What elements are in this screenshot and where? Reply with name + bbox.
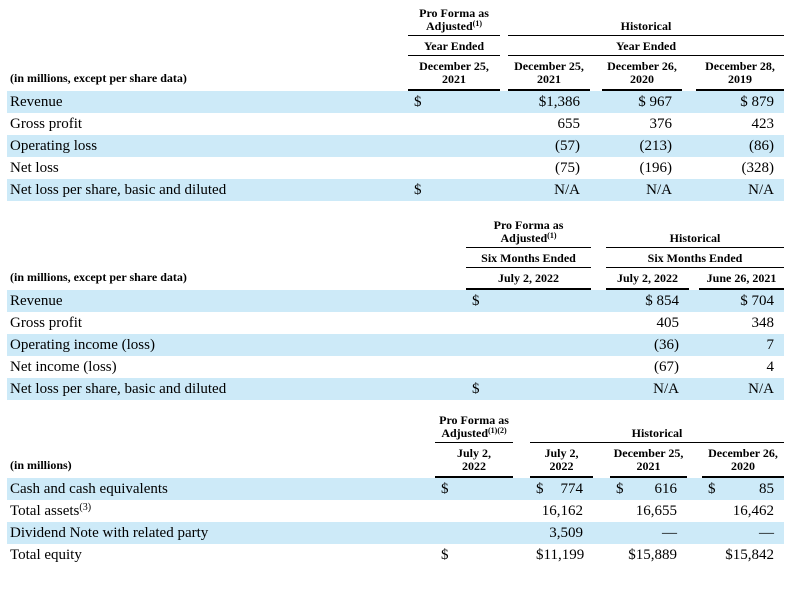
table-row xyxy=(7,334,784,356)
cell-value: (67) xyxy=(654,358,679,375)
row-label-text: Operating loss xyxy=(10,137,98,154)
row-label-text: Total assets xyxy=(10,502,80,519)
date-line1: December 25, xyxy=(419,59,489,73)
date-line2: 2020 xyxy=(731,459,755,473)
date-line2: 2022 xyxy=(462,459,486,473)
cell-value: (196) xyxy=(639,159,672,176)
period-header-row xyxy=(7,36,784,56)
date-line1: July 2, xyxy=(544,446,579,460)
row-label xyxy=(7,337,466,354)
historical-group-header: Historical xyxy=(508,20,784,36)
cell-proforma xyxy=(408,94,500,111)
cell-value: 3,509 xyxy=(549,524,583,541)
cell-historical-2 xyxy=(699,315,784,332)
cell-value: — xyxy=(662,524,677,541)
cell-historical-1 xyxy=(606,337,689,354)
cell-value: N/A xyxy=(554,181,580,198)
column-header-date xyxy=(602,60,682,91)
cell-historical-3 xyxy=(702,503,784,520)
proforma-group-header xyxy=(466,219,591,248)
group-header-row xyxy=(7,219,784,248)
column-header-date xyxy=(508,60,590,91)
cell-historical-2 xyxy=(602,182,682,199)
cell-historical-1 xyxy=(508,182,590,199)
row-label xyxy=(7,182,408,199)
table-row xyxy=(7,179,784,201)
cell-historical-3 xyxy=(702,481,784,498)
cell-value: 376 xyxy=(649,115,672,132)
cell-value: $ 704 xyxy=(740,292,774,309)
row-label xyxy=(7,503,435,520)
balance-sheet-table xyxy=(0,414,793,566)
date-line2: 2021 xyxy=(537,72,561,86)
cell-historical-2 xyxy=(699,359,784,376)
proforma-title-line1: Pro Forma as xyxy=(419,6,489,20)
date-line1: July 2, 2022 xyxy=(616,271,678,285)
proforma-group-header xyxy=(435,414,513,443)
cell-historical-2 xyxy=(699,293,784,310)
table-body xyxy=(7,478,784,566)
cell-historical-1 xyxy=(606,293,689,310)
date-line2: 2019 xyxy=(728,72,752,86)
cell-historical-1 xyxy=(508,138,590,155)
currency-symbol: $ xyxy=(616,480,624,497)
date-line1: December 25, xyxy=(613,446,684,460)
cell-historical-2 xyxy=(610,525,687,542)
proforma-title-line2 xyxy=(408,20,500,33)
table-row xyxy=(7,290,784,312)
row-label xyxy=(7,293,466,310)
cell-historical-1 xyxy=(606,315,689,332)
row-header-label: (in millions) xyxy=(10,458,72,472)
date-line1: December 25, xyxy=(514,59,584,73)
cell-proforma xyxy=(466,381,591,398)
currency-symbol: $ xyxy=(536,480,544,497)
row-header-label: (in millions, except per share data) xyxy=(10,71,187,85)
table-row xyxy=(7,135,784,157)
currency-symbol: $ xyxy=(472,380,480,397)
cell-historical-3 xyxy=(702,547,784,564)
cell-value: (36) xyxy=(654,336,679,353)
column-header-date xyxy=(530,447,593,478)
footnote-ref: (3) xyxy=(79,501,92,513)
column-header-date xyxy=(699,272,784,290)
cell-value: $1,386 xyxy=(538,93,580,110)
currency-symbol: $ xyxy=(441,546,449,563)
cell-value: $15,842 xyxy=(725,546,774,563)
cell-historical-1 xyxy=(530,503,593,520)
row-label-text: Net income (loss) xyxy=(10,358,117,375)
cell-historical-1 xyxy=(606,359,689,376)
currency-symbol: $ xyxy=(414,93,422,110)
date-line2: 2021 xyxy=(636,459,661,473)
period-header-row xyxy=(7,248,784,268)
proforma-title-line1: Pro Forma as xyxy=(493,218,564,232)
date-line2: 2021 xyxy=(442,72,466,86)
cell-historical-2 xyxy=(610,547,687,564)
cell-value: 7 xyxy=(766,336,774,353)
cell-value: (57) xyxy=(555,137,580,154)
cell-historical-2 xyxy=(699,381,784,398)
historical-group-header: Historical xyxy=(530,427,784,443)
column-header-date xyxy=(696,60,784,91)
row-label xyxy=(7,525,435,542)
cell-historical-2 xyxy=(602,160,682,177)
currency-symbol: $ xyxy=(441,480,449,497)
row-label xyxy=(7,116,408,133)
cell-value: 348 xyxy=(751,314,774,331)
row-header-label: (in millions, except per share data) xyxy=(10,270,187,284)
cell-proforma xyxy=(435,481,513,498)
cell-value: 16,162 xyxy=(541,502,583,519)
column-header-date xyxy=(702,447,784,478)
currency-symbol: $ xyxy=(414,181,422,198)
proforma-title-text: Adjusted xyxy=(425,19,473,33)
cell-proforma xyxy=(408,182,500,199)
cell-value: 774 xyxy=(560,480,583,497)
row-label xyxy=(7,94,408,111)
cell-historical-2 xyxy=(610,503,687,520)
column-header-proforma-date xyxy=(466,272,591,290)
table-row xyxy=(7,113,784,135)
date-line1: December 26, xyxy=(607,59,677,73)
date-line1: December 28, xyxy=(705,59,775,73)
cell-value: $ 879 xyxy=(740,93,774,110)
row-label-text: Gross profit xyxy=(10,115,83,132)
cell-historical-1 xyxy=(530,547,593,564)
proforma-period-header: Year Ended xyxy=(408,40,500,56)
table-row xyxy=(7,478,784,500)
cell-historical-2 xyxy=(602,138,682,155)
date-header-row xyxy=(7,268,784,290)
cell-value: N/A xyxy=(748,181,774,198)
date-line1: June 26, 2021 xyxy=(706,271,777,285)
footnote-ref: (1)(2) xyxy=(488,426,507,435)
cell-value: 405 xyxy=(656,314,679,331)
row-label-text: Dividend Note with related party xyxy=(10,524,209,541)
row-label-text: Net loss per share, basic and diluted xyxy=(10,380,227,397)
historical-period-header: Six Months Ended xyxy=(606,252,784,268)
row-label-text: Total equity xyxy=(10,546,82,563)
proforma-title-text: Adjusted xyxy=(500,231,548,245)
currency-symbol: $ xyxy=(708,480,716,497)
date-header-row xyxy=(7,56,784,91)
row-label xyxy=(7,359,466,376)
row-label xyxy=(7,315,466,332)
row-label-text: Revenue xyxy=(10,292,63,309)
group-header-row xyxy=(7,414,784,443)
cell-historical-3 xyxy=(696,182,784,199)
footnote-ref: (1) xyxy=(547,231,557,240)
row-label-text: Revenue xyxy=(10,93,63,110)
row-label xyxy=(7,160,408,177)
cell-value: $15,889 xyxy=(628,546,677,563)
proforma-title-line1: Pro Forma as xyxy=(439,413,509,427)
cell-value: $ 967 xyxy=(638,93,672,110)
cell-historical-3 xyxy=(696,116,784,133)
annual-results-table xyxy=(0,7,793,201)
cell-historical-3 xyxy=(696,94,784,111)
footnote-ref: (1) xyxy=(472,19,482,28)
cell-value: N/A xyxy=(653,380,679,397)
row-label-text: Cash and cash equivalents xyxy=(10,480,168,497)
group-header-row xyxy=(7,7,784,36)
row-label xyxy=(7,547,435,564)
cell-value: 4 xyxy=(766,358,774,375)
cell-historical-3 xyxy=(696,138,784,155)
row-label-text: Net loss per share, basic and diluted xyxy=(10,181,227,198)
cell-value: $11,199 xyxy=(536,546,585,563)
row-label-text: Operating income (loss) xyxy=(10,336,155,353)
table-row xyxy=(7,522,784,544)
cell-historical-1 xyxy=(508,116,590,133)
cell-historical-1 xyxy=(606,381,689,398)
table-row xyxy=(7,544,784,566)
proforma-group-header xyxy=(408,7,500,36)
cell-historical-1 xyxy=(530,481,593,498)
row-label-text: Gross profit xyxy=(10,314,83,331)
date-line1: July 2, xyxy=(456,446,491,460)
cell-historical-1 xyxy=(508,94,590,111)
cell-proforma xyxy=(435,547,513,564)
date-line1: July 2, 2022 xyxy=(497,271,559,285)
table-row xyxy=(7,356,784,378)
date-line2: 2022 xyxy=(549,459,574,473)
historical-group-header: Historical xyxy=(606,232,784,248)
table-row xyxy=(7,378,784,400)
cell-value: (86) xyxy=(749,137,774,154)
table-body xyxy=(7,290,784,400)
cell-value: (75) xyxy=(555,159,580,176)
table-body xyxy=(7,91,784,201)
cell-value: — xyxy=(759,524,774,541)
cell-historical-3 xyxy=(702,525,784,542)
cell-historical-2 xyxy=(699,337,784,354)
cell-historical-2 xyxy=(602,116,682,133)
cell-value: 16,655 xyxy=(635,502,677,519)
six-month-results-table xyxy=(0,219,793,400)
row-label xyxy=(7,138,408,155)
historical-period-header: Year Ended xyxy=(508,40,784,56)
cell-value: 423 xyxy=(751,115,774,132)
proforma-title-line2 xyxy=(466,232,591,245)
column-header-proforma-date xyxy=(408,60,500,91)
table-row xyxy=(7,157,784,179)
cell-proforma xyxy=(466,293,591,310)
cell-historical-2 xyxy=(610,481,687,498)
table-row xyxy=(7,312,784,334)
proforma-title-line2 xyxy=(435,427,513,440)
column-header-date xyxy=(610,447,687,478)
proforma-title-text: Adjusted xyxy=(441,426,489,440)
cell-value: 655 xyxy=(557,115,580,132)
date-line1: December 26, xyxy=(708,446,778,460)
date-line2: 2020 xyxy=(630,72,654,86)
table-row xyxy=(7,500,784,522)
row-label xyxy=(7,481,435,498)
cell-value: (213) xyxy=(639,137,672,154)
date-header-row xyxy=(7,443,784,478)
column-header-proforma-date xyxy=(435,447,513,478)
cell-value: (328) xyxy=(741,159,774,176)
cell-value: N/A xyxy=(646,181,672,198)
cell-value: $ 854 xyxy=(645,292,679,309)
row-label-text: Net loss xyxy=(10,159,59,176)
cell-historical-1 xyxy=(508,160,590,177)
row-label xyxy=(7,381,466,398)
table-row xyxy=(7,91,784,113)
currency-symbol: $ xyxy=(472,292,480,309)
proforma-period-header: Six Months Ended xyxy=(466,252,591,268)
document-page xyxy=(0,7,793,566)
cell-value: 616 xyxy=(654,480,677,497)
cell-historical-1 xyxy=(530,525,593,542)
column-header-date xyxy=(606,272,689,290)
cell-historical-3 xyxy=(696,160,784,177)
cell-historical-2 xyxy=(602,94,682,111)
cell-value: N/A xyxy=(748,380,774,397)
cell-value: 16,462 xyxy=(732,502,774,519)
cell-value: 85 xyxy=(759,480,774,497)
